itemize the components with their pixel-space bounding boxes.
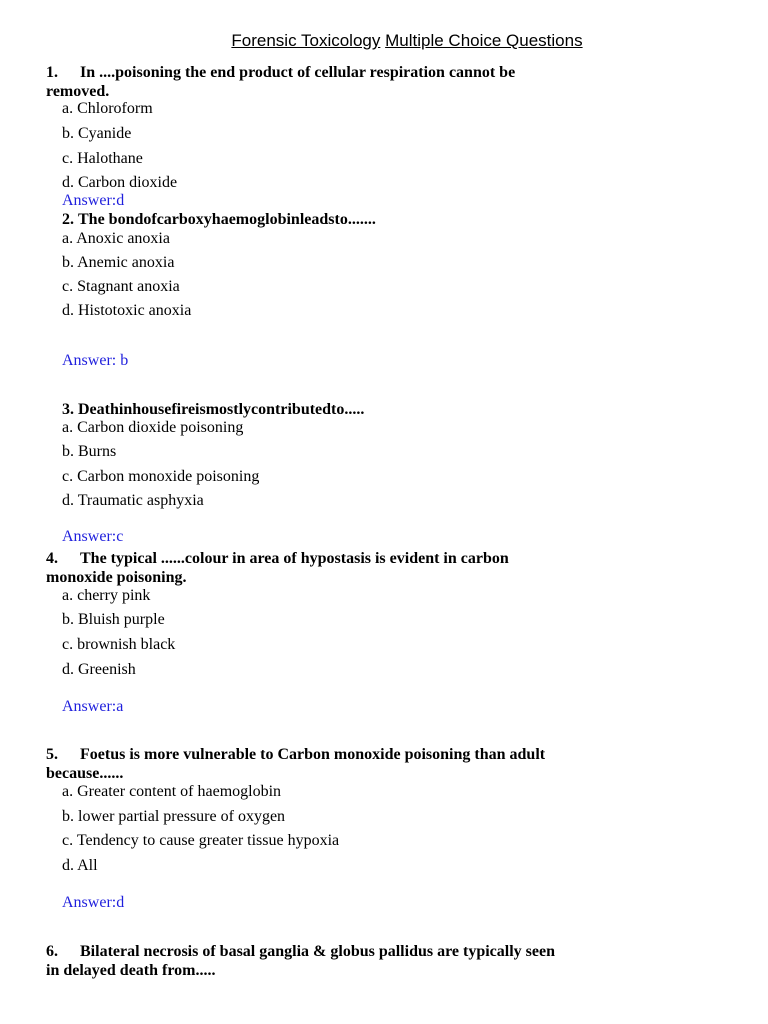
question-text: In ....poisoning the end product of cellular respiration cannot be removed.: [46, 64, 516, 100]
question-number: 1.: [46, 64, 58, 81]
question-number: 6.: [46, 943, 58, 960]
option-3d: d. Traumatic asphyxia: [62, 492, 204, 509]
title-part-1: Forensic Toxicology: [231, 31, 381, 50]
question-4: [46, 549, 566, 587]
option-4d: d. Greenish: [62, 661, 136, 678]
option-2c: c. Stagnant anoxia: [62, 278, 180, 295]
option-2a: a. Anoxic anoxia: [62, 230, 170, 247]
question-text: Deathinhousefireismostlycontributedto.....: [78, 401, 365, 418]
answer-2: Answer: b: [62, 352, 129, 369]
question-number: 2.: [62, 211, 74, 228]
question-1: [46, 63, 566, 101]
option-5a: a. Greater content of haemoglobin: [62, 783, 282, 800]
question-2: [62, 210, 582, 229]
question-number: 5.: [46, 746, 58, 763]
option-5d: d. All: [62, 857, 98, 874]
option-1d: d. Carbon dioxide: [62, 174, 178, 191]
option-5c: c. Tendency to cause greater tissue hypoxia: [62, 832, 340, 849]
page-title: [0, 30, 768, 52]
answer-4: Answer:a: [62, 698, 124, 715]
question-3: [62, 400, 582, 419]
option-1a: a. Chloroform: [62, 100, 153, 117]
option-3a: a. Carbon dioxide poisoning: [62, 419, 244, 436]
option-2b: b. Anemic anoxia: [62, 254, 175, 271]
option-1c: c. Halothane: [62, 150, 143, 167]
answer-3: Answer:c: [62, 528, 124, 545]
option-4a: a. cherry pink: [62, 587, 151, 604]
option-4b: b. Bluish purple: [62, 611, 165, 628]
title-part-2: Multiple Choice Questions: [385, 31, 583, 50]
option-3b: b. Burns: [62, 443, 117, 460]
option-1b: b. Cyanide: [62, 125, 132, 142]
option-3c: c. Carbon monoxide poisoning: [62, 468, 260, 485]
question-number: 3.: [62, 401, 74, 418]
question-text: The bondofcarboxyhaemoglobinleadsto.......: [78, 211, 376, 228]
question-6: [46, 942, 566, 980]
question-text: The typical ......colour in area of hypostasis is evident in carbon monoxide poisoning.: [46, 550, 509, 586]
question-5: [46, 745, 566, 783]
option-4c: c. brownish black: [62, 636, 176, 653]
question-number: 4.: [46, 550, 58, 567]
option-5b: b. lower partial pressure of oxygen: [62, 808, 286, 825]
question-text: Foetus is more vulnerable to Carbon monoxide poisoning than adult because......: [46, 746, 546, 782]
option-2d: d. Histotoxic anoxia: [62, 302, 192, 319]
question-text: Bilateral necrosis of basal ganglia & globus pallidus are typically seen in delayed death from.....: [46, 943, 555, 979]
answer-1: Answer:d: [62, 192, 125, 209]
answer-5: Answer:d: [62, 894, 125, 911]
